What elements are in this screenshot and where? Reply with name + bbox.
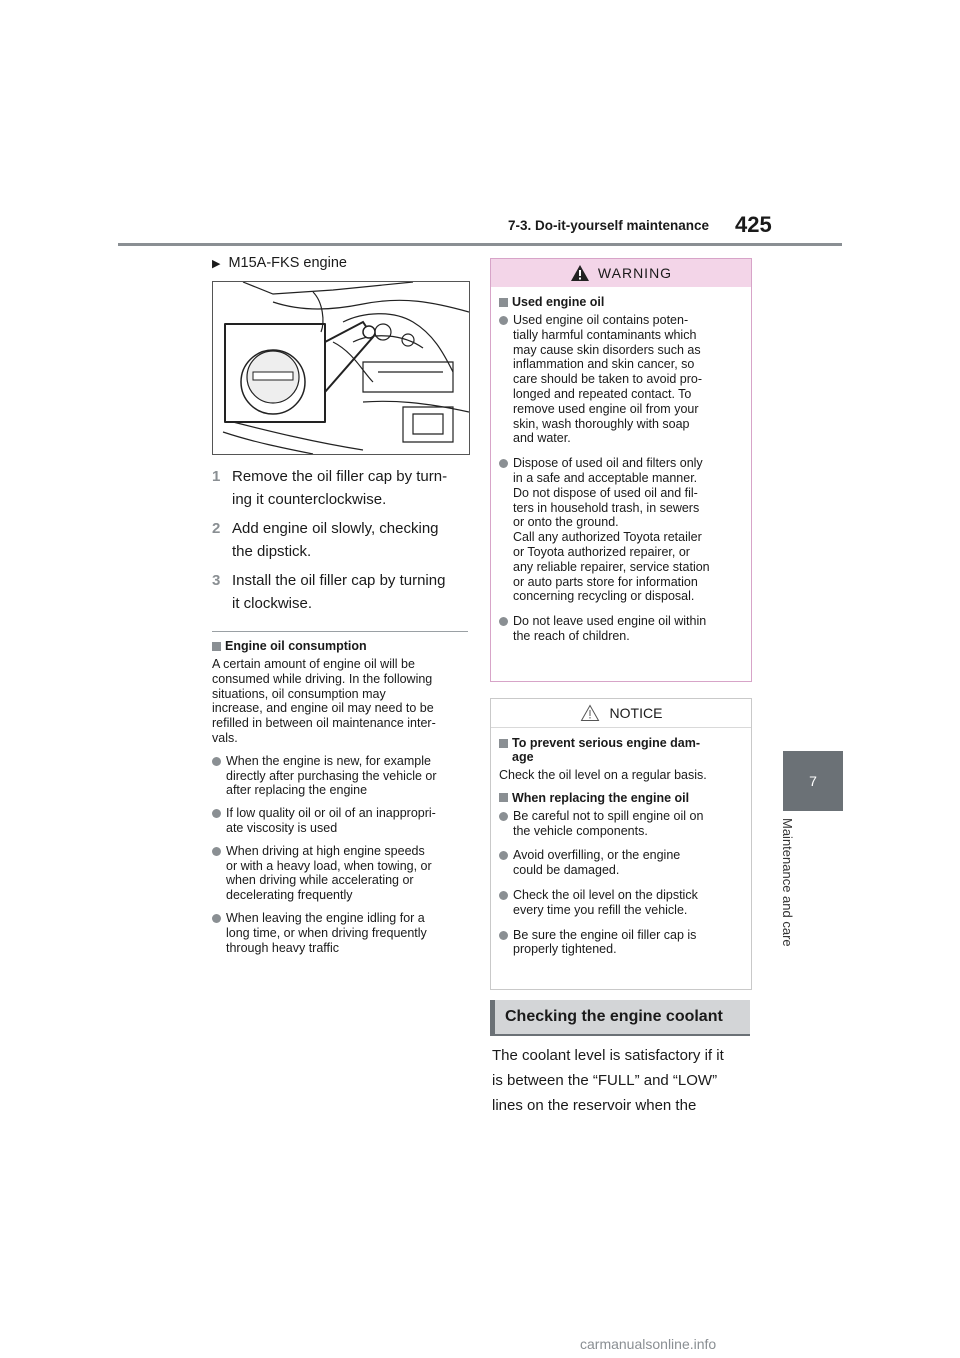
consumption-paragraph <box>212 657 470 746</box>
left-column <box>212 255 470 963</box>
text-line: Call any authorized Toyota retailer <box>513 530 702 545</box>
text-line: increase, and engine oil may need to be <box>212 701 434 716</box>
square-bullet-icon <box>499 739 508 748</box>
warning-heading-text: Used engine oil <box>512 295 605 309</box>
notice-header <box>491 699 751 728</box>
notice-heading-2 <box>499 791 743 805</box>
circle-bullet-icon <box>212 809 221 818</box>
warning-bullets <box>499 313 743 644</box>
list-item-text <box>226 806 436 836</box>
text-line: remove used engine oil from your <box>513 401 699 416</box>
text-line: consumed while driving. In the following <box>212 671 433 686</box>
procedure-steps <box>212 465 470 615</box>
text-line: inflammation and skin cancer, so <box>513 357 695 372</box>
warning-header <box>491 259 751 287</box>
circle-bullet-icon <box>212 914 221 923</box>
list-item <box>499 313 743 446</box>
step-number: 1 <box>212 468 221 485</box>
notice-body <box>491 728 751 957</box>
list-item-text <box>513 888 698 918</box>
list-item-text <box>513 614 706 644</box>
text-line: the dipstick. <box>232 543 312 560</box>
caution-triangle-icon <box>580 704 600 722</box>
circle-bullet-icon <box>499 617 508 626</box>
text-line: long time, or when driving frequently <box>226 925 427 940</box>
section-title: 7-3. Do-it-yourself maintenance <box>508 218 710 233</box>
list-item-text <box>513 313 702 446</box>
chapter-label-text: Maintenance and care <box>780 818 795 947</box>
list-item-text <box>513 456 710 604</box>
text-line: Be sure the engine oil filler cap is <box>513 927 697 942</box>
consumption-bullets <box>212 754 470 956</box>
chapter-tab <box>783 751 843 811</box>
chapter-number: 7 <box>809 773 817 789</box>
step-text <box>232 465 447 511</box>
warning-title: WARNING <box>597 265 673 281</box>
text-line: concerning recycling or disposal. <box>513 589 695 604</box>
notice-heading-2-text: When replacing the engine oil <box>512 790 690 805</box>
list-item-text <box>226 754 437 798</box>
notice-title: NOTICE <box>609 705 663 721</box>
text-line: is between the “FULL” and “LOW” <box>492 1072 718 1089</box>
engine-title <box>212 255 470 271</box>
warning-triangle-icon <box>570 264 590 282</box>
text-line: A certain amount of engine oil will be <box>212 657 415 671</box>
text-line: ing it counterclockwise. <box>232 491 387 508</box>
coolant-section-heading: Checking the engine coolant <box>490 1000 750 1034</box>
chapter-label <box>780 818 804 978</box>
text-line: To prevent serious engine dam- <box>512 736 701 750</box>
step-item <box>212 569 470 615</box>
text-line: it clockwise. <box>232 595 313 612</box>
circle-bullet-icon <box>212 757 221 766</box>
text-line: longed and repeated contact. To <box>513 386 692 401</box>
circle-bullet-icon <box>499 891 508 900</box>
text-line: Dispose of used oil and filters only <box>513 456 703 471</box>
step-number: 2 <box>212 520 221 537</box>
text-line: may cause skin disorders such as <box>513 342 701 357</box>
step-item <box>212 465 470 511</box>
list-item <box>499 614 743 644</box>
engine-illustration <box>212 281 470 455</box>
text-line: When the engine is new, for example <box>226 753 431 768</box>
text-line: any reliable repairer, service station <box>513 559 710 574</box>
text-line: ters in household trash, in sewers <box>513 500 700 515</box>
text-line: ate viscosity is used <box>226 820 338 835</box>
step-number: 3 <box>212 572 221 589</box>
text-line: decelerating frequently <box>226 888 353 903</box>
text-line: Add engine oil slowly, checking <box>232 520 439 537</box>
list-item-text <box>226 911 427 955</box>
consumption-heading <box>212 639 470 653</box>
notice-heading-1 <box>499 736 743 764</box>
text-line: refilled in between oil maintenance inter- <box>212 716 436 731</box>
triangle-right-icon: ▶ <box>212 257 221 270</box>
text-line: vals. <box>212 730 238 745</box>
list-item-text <box>513 928 696 958</box>
text-line: Check the oil level on the dipstick <box>513 887 698 902</box>
text-line: situations, oil consumption may <box>212 686 386 701</box>
list-item <box>499 928 743 958</box>
step-item <box>212 517 470 563</box>
text-line: age <box>512 750 534 764</box>
square-bullet-icon <box>212 642 221 651</box>
text-line: properly tightened. <box>513 942 617 957</box>
header-rule <box>118 243 842 246</box>
notice-heading-1-text <box>512 736 700 764</box>
warning-heading <box>499 295 743 309</box>
consumption-heading-text: Engine oil consumption <box>225 639 367 653</box>
text-line: could be damaged. <box>513 863 620 878</box>
text-line: Do not leave used engine oil within <box>513 614 707 629</box>
text-line: skin, wash thoroughly with soap <box>513 416 690 431</box>
text-line: Do not dispose of used oil and fil- <box>513 485 698 500</box>
text-line: Install the oil filler cap by turning <box>232 572 446 589</box>
list-item <box>212 844 470 903</box>
circle-bullet-icon <box>499 812 508 821</box>
text-line: or Toyota authorized repairer, or <box>513 544 690 559</box>
page-number: 425 <box>735 212 772 237</box>
watermark: carmanualsonline.info <box>580 1336 717 1352</box>
text-line: If low quality oil or oil of an inappropri- <box>226 806 436 821</box>
text-line: Be careful not to spill engine oil on <box>513 808 704 823</box>
list-item <box>499 888 743 918</box>
circle-bullet-icon <box>499 851 508 860</box>
text-line: the vehicle components. <box>513 823 648 838</box>
text-line: or auto parts store for information <box>513 574 698 589</box>
list-item <box>212 911 470 955</box>
list-item <box>212 754 470 798</box>
engine-bay-drawing <box>213 282 469 454</box>
circle-bullet-icon <box>499 459 508 468</box>
text-line: through heavy traffic <box>226 940 340 955</box>
text-line: When driving at high engine speeds <box>226 843 425 858</box>
list-item-text <box>513 848 680 878</box>
text-line: in a safe and acceptable manner. <box>513 470 698 485</box>
list-item <box>499 456 743 604</box>
list-item <box>499 809 743 839</box>
list-item-text <box>513 809 703 839</box>
text-line: Used engine oil contains poten- <box>513 313 689 327</box>
square-bullet-icon <box>499 298 508 307</box>
step-text <box>232 569 445 615</box>
warning-body <box>491 287 751 644</box>
warning-box <box>490 258 752 682</box>
notice-box <box>490 698 752 990</box>
text-line: tially harmful contaminants which <box>513 327 697 342</box>
square-bullet-icon <box>499 793 508 802</box>
list-item <box>499 848 743 878</box>
text-line: the reach of children. <box>513 628 630 643</box>
text-line: or with a heavy load, when towing, or <box>226 858 432 873</box>
list-item-text <box>226 844 432 903</box>
notice-bullets <box>499 809 743 957</box>
circle-bullet-icon <box>212 847 221 856</box>
list-item <box>212 806 470 836</box>
text-line: lines on the reservoir when the <box>492 1097 697 1114</box>
step-text <box>232 517 439 563</box>
text-line: The coolant level is satisfactory if it <box>492 1047 724 1064</box>
coolant-paragraph <box>492 1044 752 1119</box>
text-line: Remove the oil filler cap by turn- <box>232 468 448 485</box>
notice-paragraph: Check the oil level on a regular basis. <box>499 768 707 782</box>
text-line: when driving while accelerating or <box>226 873 414 888</box>
text-line: Avoid overfilling, or the engine <box>513 848 681 863</box>
text-line: after replacing the engine <box>226 783 368 798</box>
separator <box>212 631 468 632</box>
engine-title-text: M15A-FKS engine <box>228 255 347 271</box>
text-line: directly after purchasing the vehicle or <box>226 768 437 783</box>
circle-bullet-icon <box>499 316 508 325</box>
circle-bullet-icon <box>499 931 508 940</box>
text-line: or onto the ground. <box>513 515 619 530</box>
text-line: and water. <box>513 431 571 446</box>
text-line: care should be taken to avoid pro- <box>513 372 703 387</box>
text-line: every time you refill the vehicle. <box>513 902 688 917</box>
text-line: When leaving the engine idling for a <box>226 910 425 925</box>
coolant-section-rule <box>490 1034 750 1036</box>
